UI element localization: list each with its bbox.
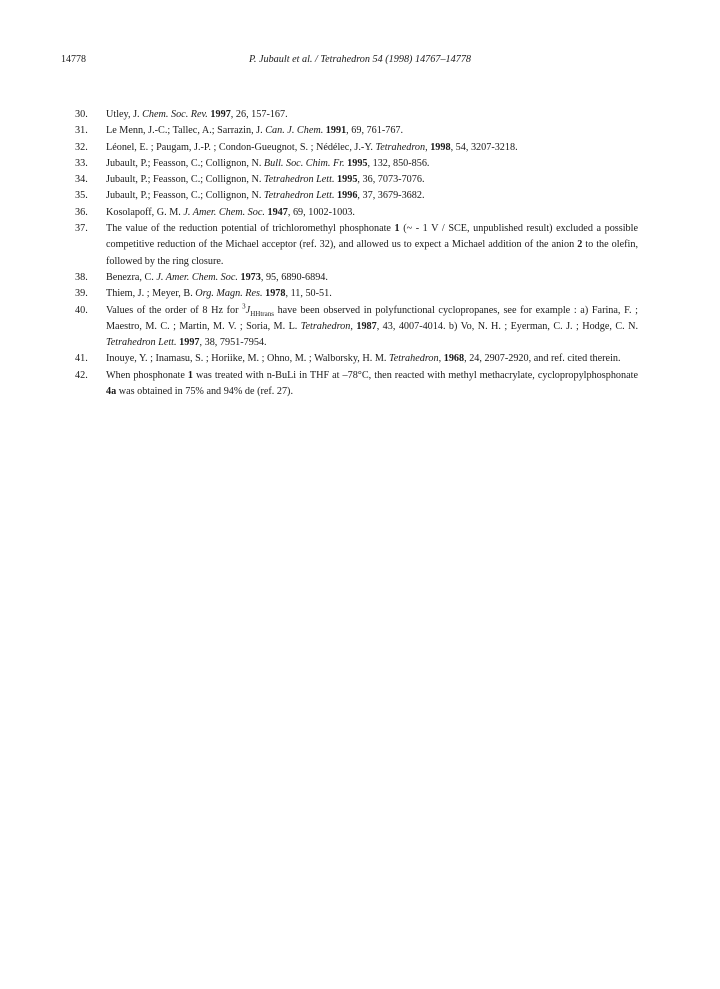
reference-text-run: Kosolapoff, G. M. [106,206,184,218]
reference-item [75,205,638,221]
reference-text-run: 1947 [267,206,288,218]
reference-text-run: Chem. Soc. Rev. [142,109,208,120]
reference-text-run: , [425,141,431,153]
reference-text [106,188,638,204]
reference-text-run: The value of the reduction potential of trichloromethyl phosphonate [106,223,395,235]
reference-text-run: Jubault, P.; Feasson, C.; Collignon, N. [106,190,264,202]
reference-number: 42. [75,369,88,381]
reference-item [75,368,638,401]
reference-text-run: 1996 [337,190,358,202]
reference-text-run: , 38, 7951-7954. [199,337,267,349]
reference-text-run: Benezra, C. [106,271,157,283]
reference-text-run: Values of the order of 8 Hz for [106,304,243,316]
reference-text-run: Léonel, E. ; Paugam, J.-P. ; Condon-Gueugnot, S. ; Nédélec, J.-Y. [106,141,376,153]
page-number: 14778 [61,54,86,65]
reference-text-run: Bull. Soc. Chim. Fr. [263,157,345,169]
reference-text-run: 1998 [430,141,451,153]
reference-text [106,303,638,352]
reference-text-run: , 69, 1002-1003. [287,206,355,218]
reference-text-run: , [350,320,357,332]
reference-text-run: have been observed in polyfunctional cyclopropanes, see for example : a) Farina, F. ; Maestro, M. C. ; Martin, M. V. ; Soria, M. L. [106,304,638,332]
reference-text-run: , 36, 7073-7076. [357,174,425,186]
reference-number: 31. [75,125,88,137]
reference-text-run: J. Amer. Chem. Soc. [183,206,265,218]
reference-text-run: 1995 [347,157,368,169]
reference-text-run: 1987 [356,320,377,332]
reference-text-run: was treated with n-BuLi in THF at –78°C, then reacted with methyl methacrylate, cyclopropylphosphonate [192,369,638,381]
reference-text-run: When phosphonate [106,369,188,381]
reference-text-run: , [438,353,444,365]
reference-text-run: (~ - 1 V / SCE, unpublished result) excluded a possible competitive reduction of the Michael acceptor (ref. 32), and allowed us to expect a Michael addition of the anion [106,223,638,251]
reference-text-run: , 24, 2907-2920, and ref. cited therein. [464,353,621,365]
reference-text-run: 1997 [210,109,231,120]
reference-text-run: 1968 [443,353,465,365]
reference-item [75,140,638,156]
reference-text-run: 1995 [337,174,358,186]
reference-text-run: Tetrahedron Lett. [106,337,177,349]
reference-text-run: Tetrahedron [389,353,439,365]
reference-number: 41. [75,353,88,365]
reference-text [106,351,638,367]
reference-list [75,107,638,400]
reference-text-run: 1 [187,369,193,381]
reference-number: 40. [75,304,88,316]
reference-text [106,205,638,221]
reference-text-run: Org. Magn. Res. [195,288,263,300]
reference-text [106,368,638,401]
reference-text-run: , 95, 6890-6894. [260,271,328,283]
reference-text [106,156,638,172]
reference-number: 39. [75,288,88,300]
page-header [0,54,720,68]
reference-item [75,188,638,204]
reference-item [75,123,638,139]
reference-text [106,270,638,286]
reference-text-run: Can. J. Chem. [265,125,324,137]
reference-text-run: 1997 [179,337,200,349]
reference-text-run: , 11, 50-51. [285,288,332,300]
reference-item [75,286,638,302]
reference-text-run: to the olefin, followed by the ring closure. [106,239,638,267]
reference-number: 35. [75,190,88,202]
reference-text-run: 1991 [325,125,347,137]
reference-text-run: , 132, 850-856. [367,157,430,169]
reference-item [75,107,638,123]
reference-text-run: , 26, 157-167. [230,109,288,120]
reference-text-run: 2 [577,239,583,251]
reference-number: 33. [75,157,88,169]
reference-text-run: J [245,304,251,316]
reference-text-run: 3 [242,302,246,311]
reference-item [75,221,638,270]
reference-text-run: , 54, 3207-3218. [450,141,518,153]
reference-text-run: Tetrahedron [375,141,426,153]
reference-text [106,123,638,139]
reference-text-run: Tetrahedron [300,320,351,332]
reference-item [75,303,638,352]
reference-text-run: J. Amer. Chem. Soc. [156,271,238,283]
reference-item [75,351,638,367]
reference-text [106,221,638,270]
reference-text-run: Jubault, P.; Feasson, C.; Collignon, N. [106,174,264,186]
reference-number: 37. [75,223,88,235]
reference-text-run: Tetrahedron Lett. [263,190,335,202]
reference-item [75,156,638,172]
reference-text-run: , 43, 4007-4014. b) Vo, N. H. ; Eyerman, C. J. ; Hodge, C. N. [376,320,638,332]
reference-text-run: Jubault, P.; Feasson, C.; Collignon, N. [106,157,264,169]
reference-number: 38. [75,271,88,283]
reference-text-run: Utley, J. [106,109,143,120]
reference-number: 36. [75,206,88,218]
reference-text-run: Thiem, J. ; Meyer, B. [106,288,196,300]
reference-number: 30. [75,109,88,120]
reference-text-run: 1978 [265,288,286,300]
reference-text-run: 4a [106,386,117,398]
reference-text-run: was obtained in 75% and 94% de (ref. 27). [116,386,294,398]
reference-item [75,270,638,286]
reference-number: 32. [75,141,88,153]
reference-text-run: Le Menn, J.-C.; Tallec, A.; Sarrazin, J. [106,125,266,137]
reference-text [106,140,638,156]
reference-text-run: , 37, 3679-3682. [357,190,425,202]
running-head: P. Jubault et al. / Tetrahedron 54 (1998) 14767–14778 [248,54,472,65]
reference-text-run: HHtrans [250,309,274,318]
reference-text-run: , 69, 761-767. [346,125,404,137]
reference-text [106,286,638,302]
reference-text-run: 1 [394,223,400,235]
reference-text [106,172,638,188]
reference-text-run: Tetrahedron Lett. [263,174,335,186]
reference-text-run: Inouye, Y. ; Inamasu, S. ; Horiike, M. ; Ohno, M. ; Walborsky, H. M. [106,353,389,365]
reference-number: 34. [75,174,88,186]
reference-text-run: 1973 [240,271,261,283]
reference-text [106,107,638,123]
reference-item [75,172,638,188]
